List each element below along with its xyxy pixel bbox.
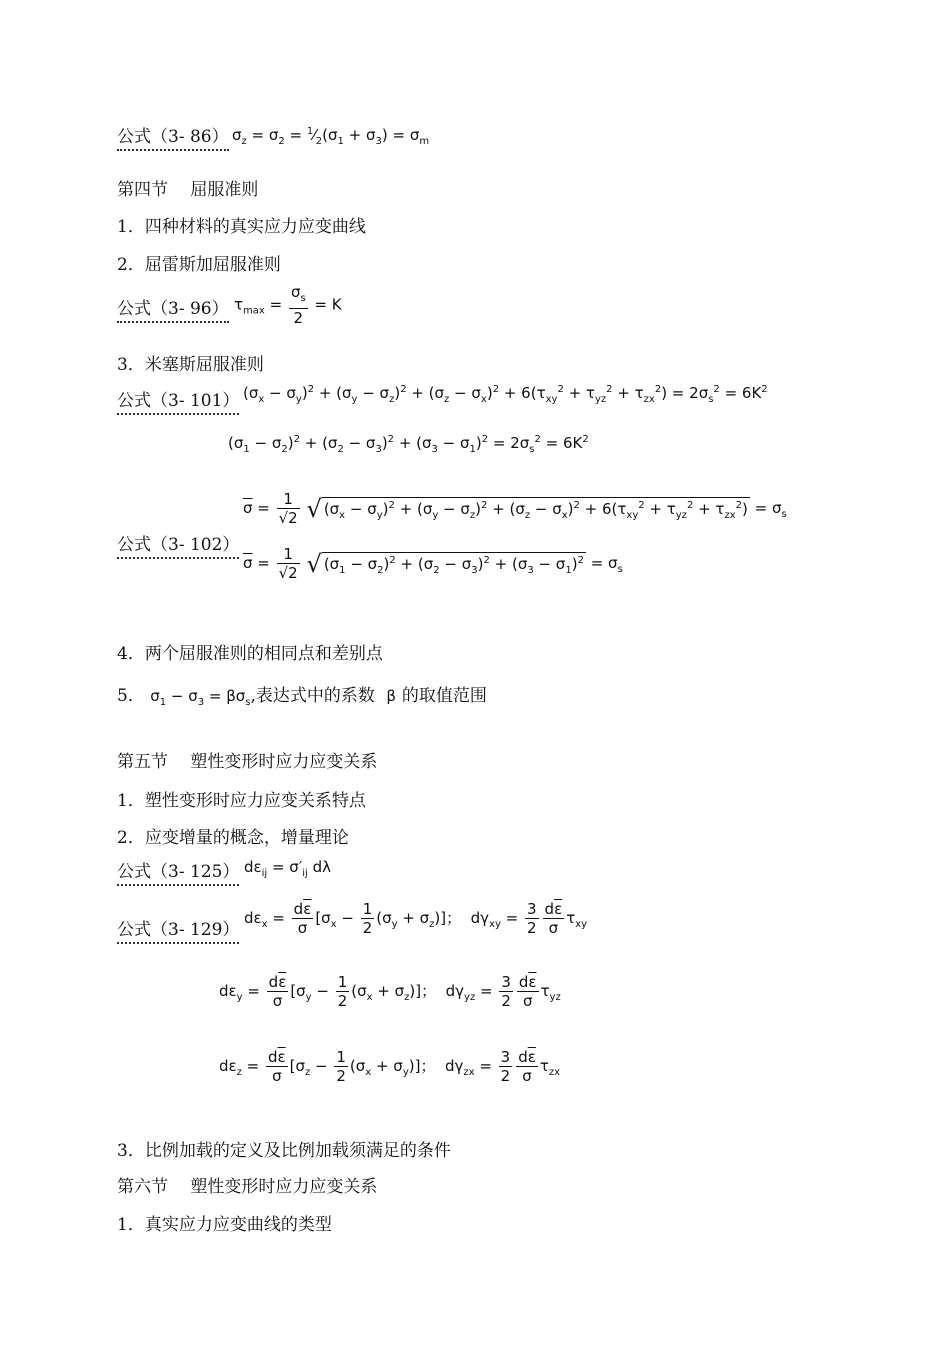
formula-3-129-x: $d\varepsilon_x$ = $\frac{d\overline{\varepsilon}}{\sigma}$ [$\sigma_x$ − $\frac{1}{2}$ $(\sigma_y + \sigma_z)$]； $d\gamma_{xy}$ = $\frac{3}{2}$ $\frac{d\overline{\varepsilon}}{\sigma}$ $\tau_{xy}$	[244, 900, 588, 937]
beta-symbol: β	[386, 687, 396, 705]
formula-label-3-96: 公式（3- 96）	[117, 299, 229, 323]
list-item-5	[117, 681, 487, 708]
list-item: 2．应变增量的概念，增量理论	[117, 828, 349, 848]
list-item: 4．两个屈服准则的相同点和差别点	[117, 644, 383, 664]
item5-suffix: 的取值范围	[401, 686, 487, 706]
formula-3-101-a: $(\sigma_x - \sigma_y)^2 + (\sigma_y - \sigma_z)^2 + (\sigma_z - \sigma_x)^2 + 6(\tau_{xy}^2 + \tau_{yz}^2 + \tau_{zx}^2) = 2\sigma_s^2 = 6K^2$	[243, 384, 768, 405]
section-5-title: 第五节 塑性变形时应力应变关系	[117, 752, 378, 772]
formula-3-86: $\sigma_z = \sigma_2$ = $^1⁄_2(\sigma_1 + \sigma_3) = \sigma_m$	[232, 126, 430, 147]
list-item: 1．四种材料的真实应力应变曲线	[117, 217, 366, 237]
formula-label-3-125: 公式（3- 125）	[117, 862, 239, 886]
list-item: 1．塑性变形时应力应变关系特点	[117, 791, 366, 811]
list-item: 3．比例加载的定义及比例加载须满足的条件	[117, 1141, 451, 1161]
formula-3-129-z: $d\varepsilon_z$ = $\frac{d\overline{\varepsilon}}{\sigma}$ [$\sigma_z$ − $\frac{1}{2}$ $(\sigma_x + \sigma_y)$]； $d\gamma_{zx}$ = $\frac{3}{2}$ $\frac{d\overline{\varepsilon}}{\sigma}$ $\tau_{zx}$	[219, 1048, 561, 1085]
list-item: 3．米塞斯屈服准则	[117, 355, 264, 375]
formula-3-102-a: $\overline{\sigma}$ = $\frac{1}{√2}$ √ $(\sigma_x - \sigma_y)^2 + (\sigma_y - \sigma_z)^2 + (\sigma_z - \sigma_x)^2 + 6(\tau_{xy}^2 + \tau_{yz}^2 + \tau_{zx}^2) = \sigma_s$	[243, 490, 787, 527]
formula-label-3-86: 公式（3- 86）	[117, 127, 229, 151]
list-item: 2．屈雷斯加屈服准则	[117, 255, 281, 275]
formula-3-101-b: $(\sigma_1 - \sigma_2)^2 + (\sigma_2 - \sigma_3)^2 + (\sigma_3 - \sigma_1)^2 = 2\sigma_s^2 = 6K^2$	[228, 434, 589, 455]
formula-3-129-y: $d\varepsilon_y$ = $\frac{d\overline{\varepsilon}}{\sigma}$ [$\sigma_y$ − $\frac{1}{2}$ $(\sigma_x + \sigma_z)$]； $d\gamma_{yz}$ = $\frac{3}{2}$ $\frac{d\overline{\varepsilon}}{\sigma}$ $\tau_{yz}$	[219, 973, 561, 1010]
section-6-title: 第六节 塑性变形时应力应变关系	[117, 1177, 378, 1197]
formula-3-96: $\tau_{max}$ = $\frac{\sigma_s}{2}$ = K	[234, 283, 342, 327]
section-4-title: 第四节 屈服准则	[117, 180, 259, 200]
item5-text: ,表达式中的系数	[250, 686, 375, 706]
formula-label-3-102: 公式（3- 102）	[117, 535, 239, 559]
formula-label-3-129: 公式（3- 129）	[117, 920, 239, 944]
formula-3-125: $d\varepsilon_{ij} = \sigma'_{ij}$ dλ	[244, 858, 331, 879]
list-item: 1．真实应力应变曲线的类型	[117, 1215, 332, 1235]
formula-label-3-101: 公式（3- 101）	[117, 391, 239, 415]
formula-3-102-b: $\overline{\sigma}$ = $\frac{1}{√2}$ √ $(\sigma_1 - \sigma_2)^2 + (\sigma_2 - \sigma_3)^2 + (\sigma_3 - \sigma_1)^2 = \sigma_s$	[243, 545, 623, 582]
item5-formula: $\sigma_1 - \sigma_3 = \beta\sigma_s$	[150, 687, 251, 708]
item-number: 5．	[117, 686, 145, 706]
